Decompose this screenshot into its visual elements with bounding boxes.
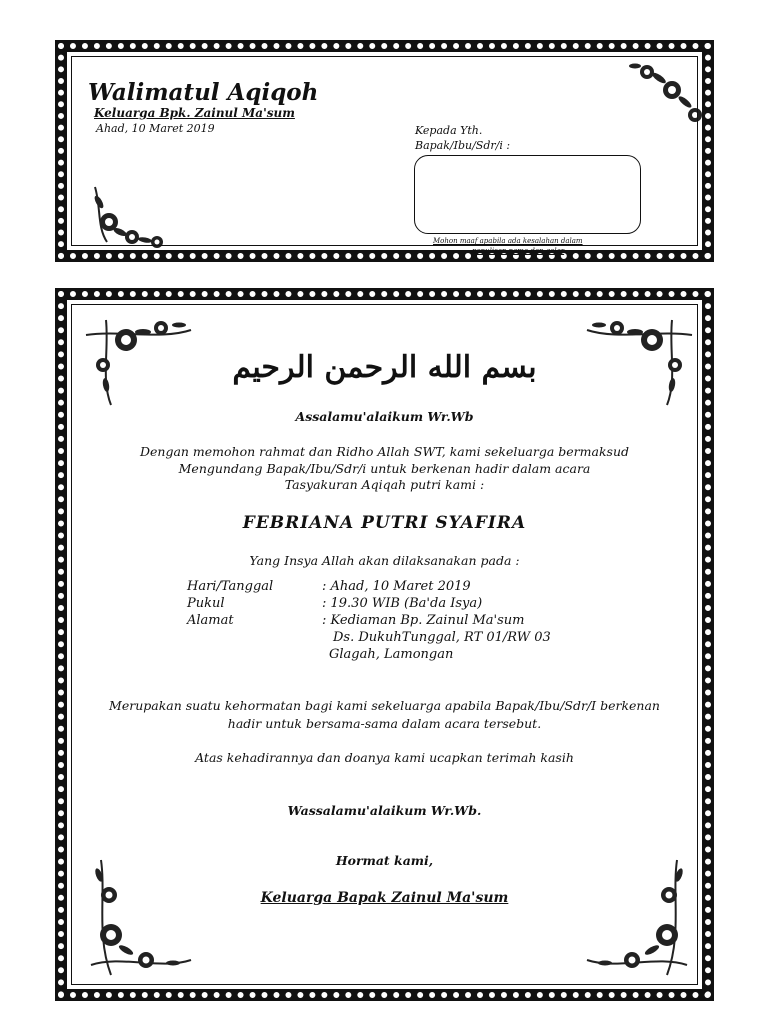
floral-corner-ornament [582, 855, 697, 985]
floral-corner-ornament [627, 60, 707, 130]
greeting: Assalamu'alaikum Wr.Wb [295, 409, 474, 424]
floral-corner-ornament [87, 182, 182, 252]
address-box [414, 155, 641, 234]
detail-label-day-date: Hari/Tanggal [187, 579, 274, 594]
regards: Hormat kami, [335, 853, 434, 868]
recipient-prompt: Bapak/Ibu/Sdr/i : [415, 139, 511, 152]
intro-line-2: Mengundang Bapak/Ibu/Sdr/i untuk berkenan hadir dalam acara [178, 461, 591, 476]
apology-note-line1: Mohon maaf apabila ada kesalahan dalam [433, 237, 583, 245]
apology-note-line2: penulisan nama dan gelar [472, 247, 565, 255]
detail-label-time: Pukul [187, 596, 225, 611]
detail-value-day-date: : Ahad, 10 Maret 2019 [322, 579, 471, 594]
signature: Keluarga Bapak Zainul Ma'sum [260, 890, 509, 906]
recipient-label: Kepada Yth. [415, 124, 483, 137]
detail-value-time: : 19.30 WIB (Ba'da Isya) [322, 596, 483, 611]
child-name: FEBRIANA PUTRI SYAFIRA [242, 513, 527, 533]
intro-line-1: Dengan memohon rahmat dan Ridho Allah SWT, kami sekeluarga bermaksud [139, 444, 629, 459]
closing-line-2: hadir untuk bersama-sama dalam acara tersebut. [227, 716, 542, 731]
detail-value-address: : Kediaman Bp. Zainul Ma'sum [322, 613, 525, 628]
farewell: Wassalamu'alaikum Wr.Wb. [287, 803, 482, 818]
signature-wrapper [67, 887, 702, 906]
envelope-card [55, 40, 714, 262]
invitation-letter [55, 288, 714, 1001]
thanks-text: Atas kehadirannya dan doanya kami ucapkan terimah kasih [195, 750, 574, 765]
floral-corner-ornament [81, 855, 196, 985]
address-line-2: Ds. DukuhTunggal, RT 01/RW 03 [333, 630, 551, 645]
closing-line-1: Merupakan suatu kehormatan bagi kami sekeluarga apabila Bapak/Ibu/Sdr/I berkenan [109, 698, 660, 713]
intro-line-3: Tasyakuran Aqiqah putri kami : [284, 477, 485, 492]
address-line-3: Glagah, Lamongan [329, 647, 454, 662]
envelope-date: Ahad, 10 Maret 2019 [96, 122, 215, 135]
envelope-family-name: Keluarga Bpk. Zainul Ma'sum [94, 106, 295, 120]
envelope-title: Walimatul Aqiqoh [88, 79, 319, 106]
held-on-text: Yang Insya Allah akan dilaksanakan pada : [249, 553, 520, 568]
basmalah-calligraphy: بسم الله الرحمن الرحيم [232, 350, 537, 385]
detail-label-address: Alamat [187, 613, 234, 628]
